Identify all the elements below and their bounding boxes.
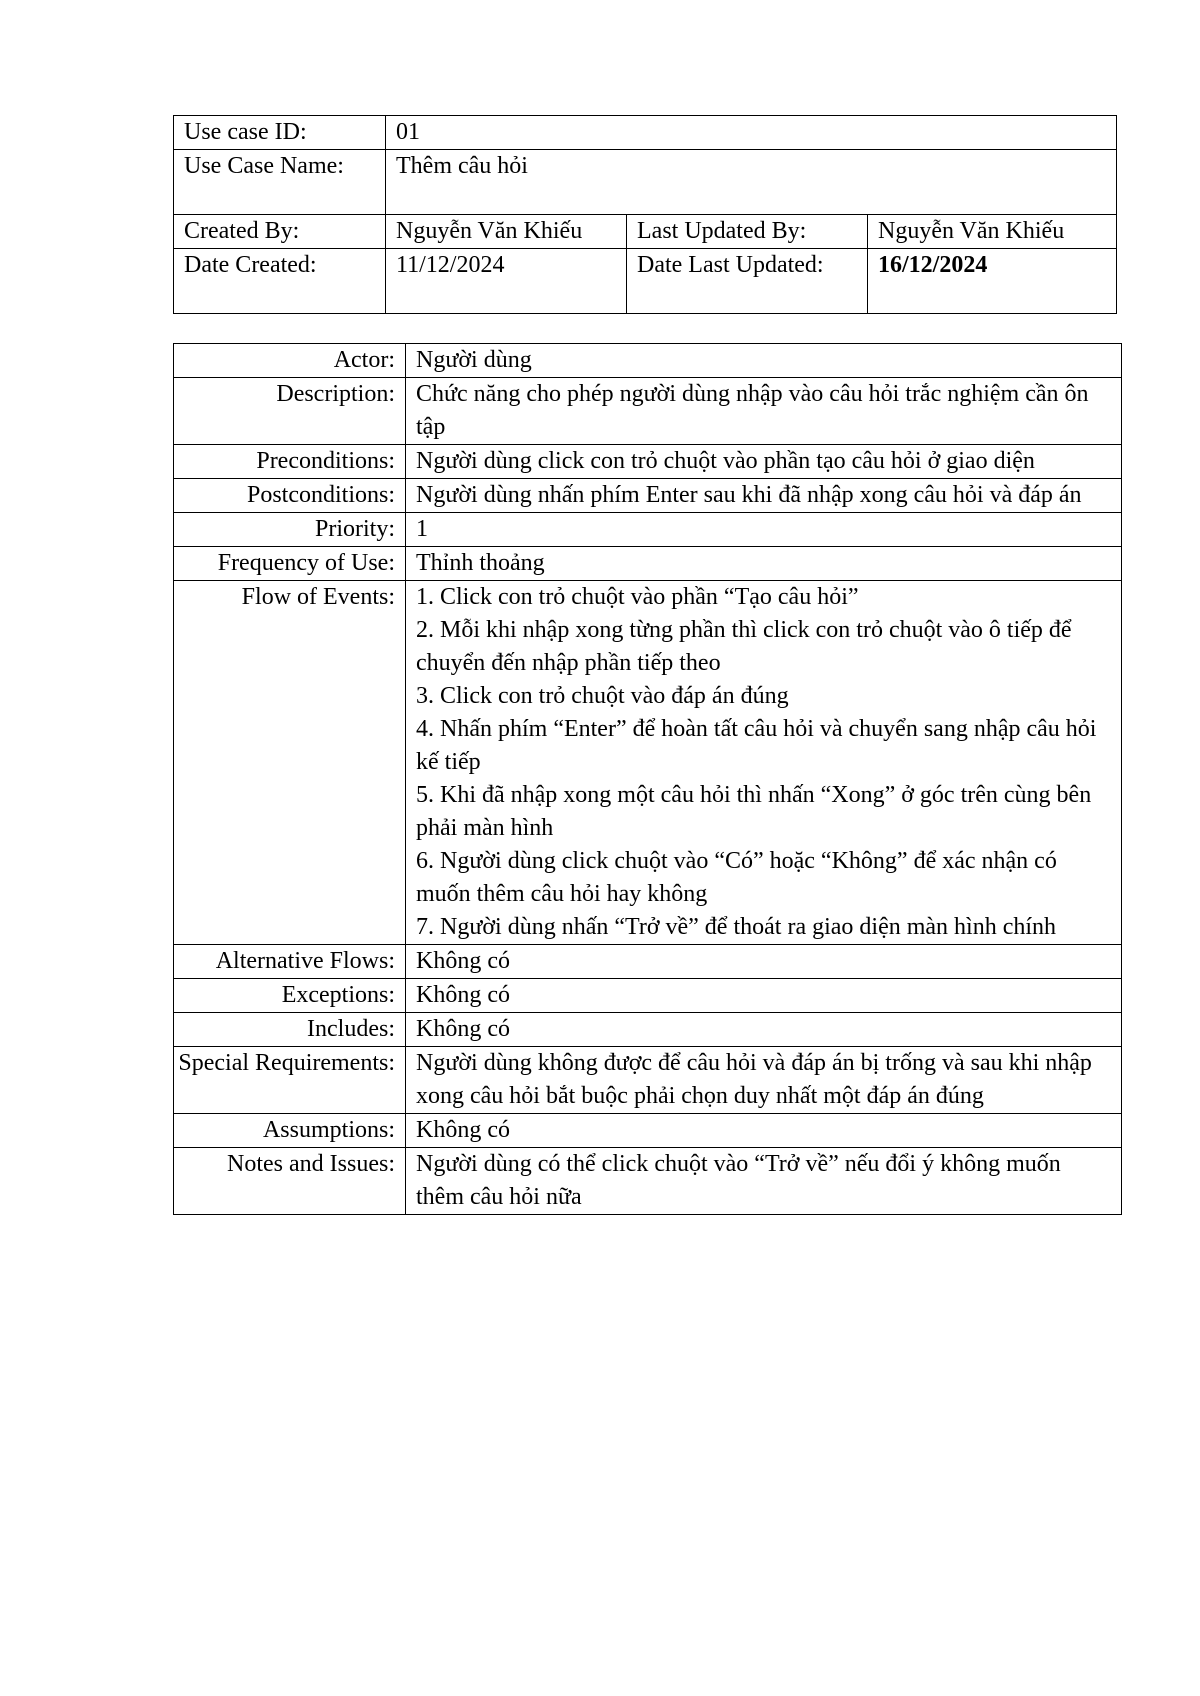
flow-steps	[406, 581, 1122, 945]
created-by-label: Created By:	[174, 215, 386, 249]
exceptions-label: Exceptions:	[174, 979, 406, 1013]
flow-step: 2. Mỗi khi nhập xong từng phần thì click con trỏ chuột vào ô tiếp để chuyển đến nhập phần tiếp theo	[416, 617, 1072, 676]
use-case-header-table	[173, 115, 1117, 314]
use-case-id-value: 01	[386, 116, 1117, 150]
preconditions-label: Preconditions:	[174, 445, 406, 479]
includes-value: Không có	[406, 1013, 1122, 1047]
flow-step: 6. Người dùng click chuột vào “Có” hoặc “Không” để xác nhận có muốn thêm câu hỏi hay không	[416, 848, 1057, 907]
actor-label: Actor:	[174, 344, 406, 378]
detail-row-exceptions	[174, 979, 1122, 1013]
description-value: Chức năng cho phép người dùng nhập vào câu hỏi trắc nghiệm cần ôn tập	[406, 378, 1122, 445]
detail-row-includes	[174, 1013, 1122, 1047]
flow-step: 7. Người dùng nhấn “Trở về” để thoát ra giao diện màn hình chính	[416, 914, 1057, 940]
last-updated-by-label: Last Updated By:	[627, 215, 868, 249]
date-last-updated-label: Date Last Updated:	[627, 249, 868, 314]
last-updated-by-value: Nguyễn Văn Khiếu	[868, 215, 1117, 249]
alt-flows-label: Alternative Flows:	[174, 945, 406, 979]
detail-row-preconditions	[174, 445, 1122, 479]
detail-row-frequency	[174, 547, 1122, 581]
detail-row-flow	[174, 581, 1122, 945]
description-label: Description:	[174, 378, 406, 445]
date-created-label: Date Created:	[174, 249, 386, 314]
notes-value: Người dùng có thể click chuột vào “Trở về” nếu đổi ý không muốn thêm câu hỏi nữa	[406, 1148, 1122, 1215]
includes-label: Includes:	[174, 1013, 406, 1047]
actor-value: Người dùng	[406, 344, 1122, 378]
preconditions-value: Người dùng click con trỏ chuột vào phần tạo câu hỏi ở giao diện	[406, 445, 1122, 479]
flow-step: 5. Khi đã nhập xong một câu hỏi thì nhấn “Xong” ở góc trên cùng bên phải màn hình	[416, 782, 1092, 841]
header-row-name	[174, 150, 1117, 215]
notes-label: Notes and Issues:	[174, 1148, 406, 1215]
priority-label: Priority:	[174, 513, 406, 547]
use-case-name-value: Thêm câu hỏi	[386, 150, 1117, 215]
header-row-created-by	[174, 215, 1117, 249]
flow-step: 1. Click con trỏ chuột vào phần “Tạo câu hỏi”	[416, 584, 859, 610]
flow-step: 4. Nhấn phím “Enter” để hoàn tất câu hỏi và chuyển sang nhập câu hỏi kế tiếp	[416, 716, 1097, 775]
frequency-value: Thỉnh thoảng	[406, 547, 1122, 581]
date-created-value: 11/12/2024	[386, 249, 627, 314]
detail-row-notes	[174, 1148, 1122, 1215]
detail-row-special-requirements	[174, 1047, 1122, 1114]
postconditions-value: Người dùng nhấn phím Enter sau khi đã nhập xong câu hỏi và đáp án	[406, 479, 1122, 513]
detail-row-assumptions	[174, 1114, 1122, 1148]
use-case-name-label: Use Case Name:	[174, 150, 386, 215]
use-case-id-label: Use case ID:	[174, 116, 386, 150]
assumptions-label: Assumptions:	[174, 1114, 406, 1148]
flow-step: 3. Click con trỏ chuột vào đáp án đúng	[416, 683, 789, 709]
special-requirements-label: Special Requirements:	[174, 1047, 406, 1114]
header-row-id	[174, 116, 1117, 150]
detail-row-priority	[174, 513, 1122, 547]
header-row-dates	[174, 249, 1117, 314]
detail-row-postconditions	[174, 479, 1122, 513]
postconditions-label: Postconditions:	[174, 479, 406, 513]
detail-row-actor	[174, 344, 1122, 378]
detail-row-alt-flows	[174, 945, 1122, 979]
priority-value: 1	[406, 513, 1122, 547]
special-requirements-value: Người dùng không được để câu hỏi và đáp án bị trống và sau khi nhập xong câu hỏi bắt buộc phải chọn duy nhất một đáp án đúng	[406, 1047, 1122, 1114]
date-last-updated-value: 16/12/2024	[868, 249, 1117, 314]
use-case-detail-table	[173, 343, 1122, 1215]
frequency-label: Frequency of Use:	[174, 547, 406, 581]
assumptions-value: Không có	[406, 1114, 1122, 1148]
alt-flows-value: Không có	[406, 945, 1122, 979]
created-by-value: Nguyễn Văn Khiếu	[386, 215, 627, 249]
flow-label: Flow of Events:	[174, 581, 406, 945]
detail-row-description	[174, 378, 1122, 445]
exceptions-value: Không có	[406, 979, 1122, 1013]
